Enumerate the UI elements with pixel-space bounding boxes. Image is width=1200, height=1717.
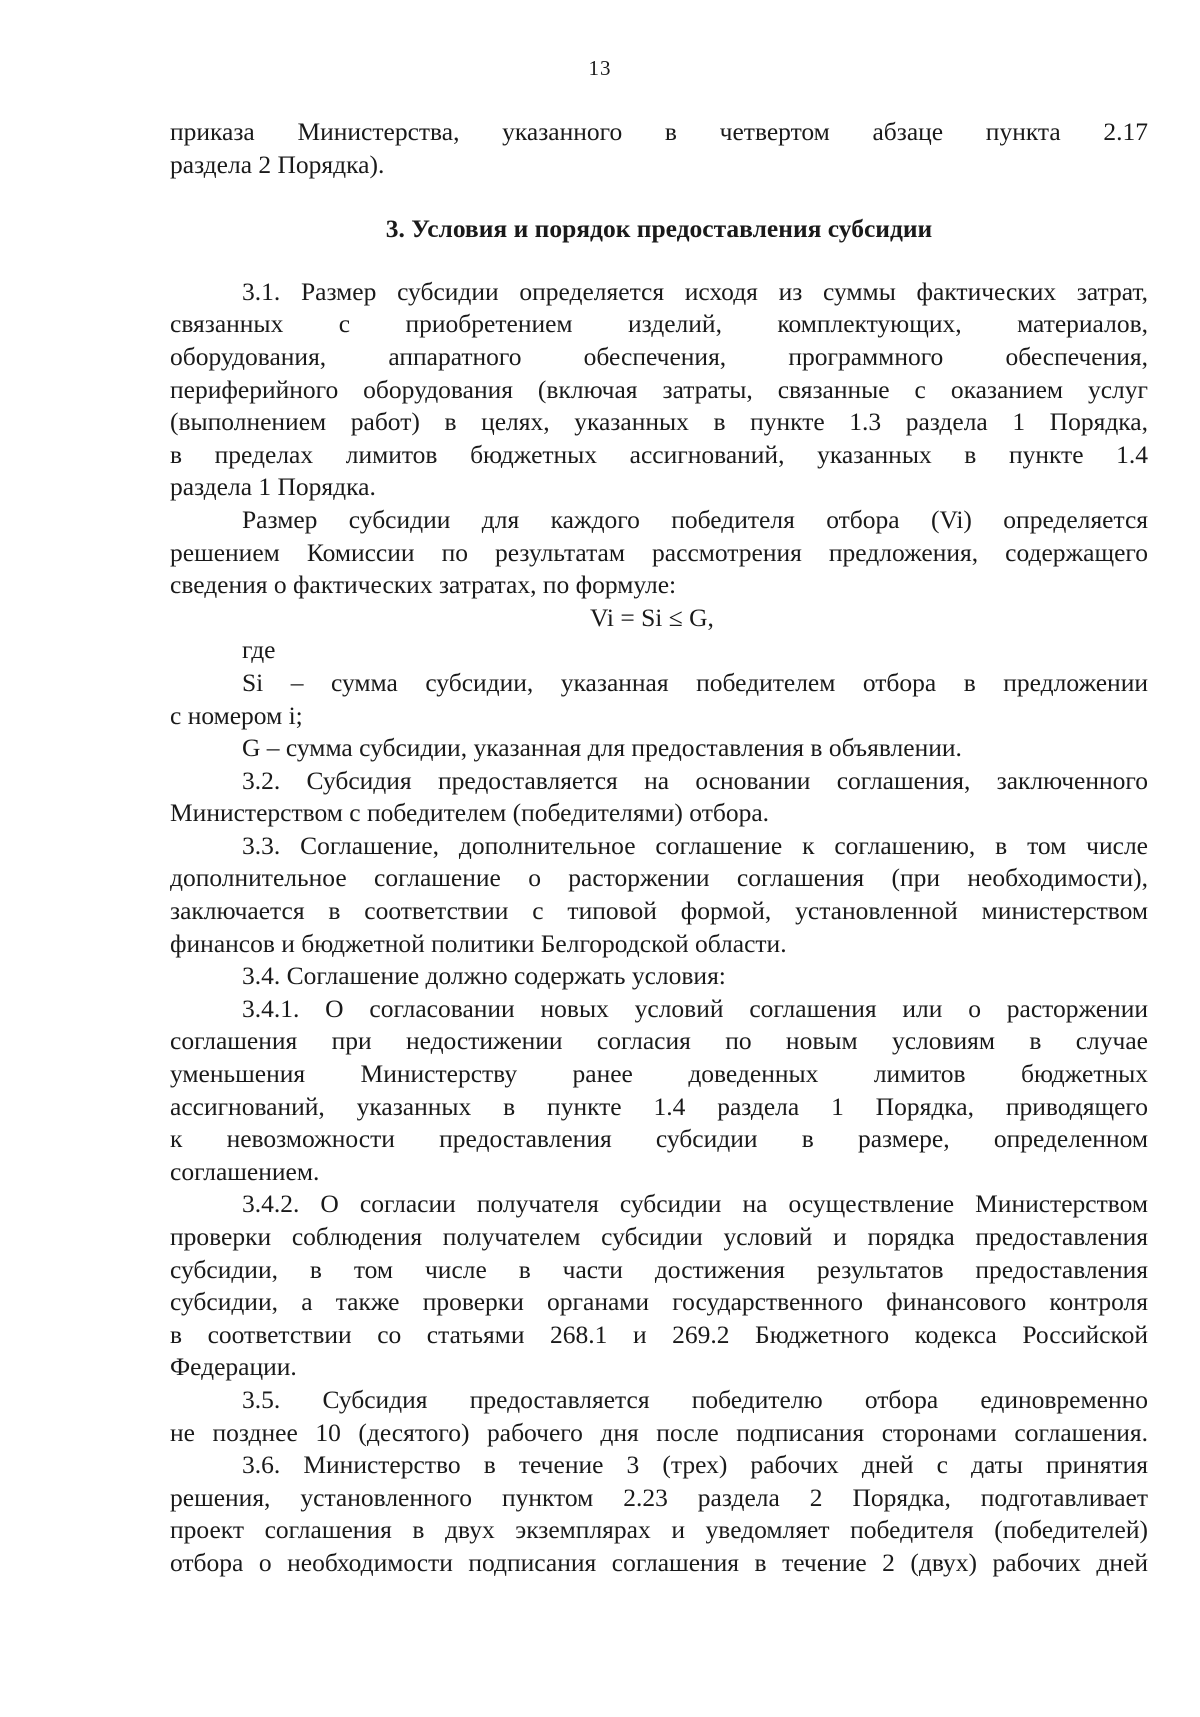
paragraph-3-1-line: (выполнением работ) в целях, указанных в пункте 1.3 раздела 1 Порядка,: [170, 407, 1148, 437]
paragraph-3-6-line: отбора о необходимости подписания соглашения в течение 2 (двух) рабочих дней: [170, 1547, 1148, 1577]
paragraph-3-4-2-line: субсидии, а также проверки органами государственного финансового контроля: [170, 1287, 1148, 1317]
paragraph-3-4-2-line: субсидии, в том числе в части достижения результатов предоставления: [170, 1254, 1148, 1284]
paragraph-3-4-1-line: 3.4.1. О согласовании новых условий соглашения или о расторжении: [242, 993, 1148, 1023]
page-number: 13: [588, 56, 612, 80]
paragraph-3-4: 3.4. Соглашение должно содержать условия:: [242, 961, 726, 991]
paragraph-3-4-1-line: к невозможности предоставления субсидии в размере, определенном: [170, 1124, 1148, 1154]
paragraph-3-1-line: 3.1. Размер субсидии определяется исходя из суммы фактических затрат,: [242, 276, 1148, 306]
paragraph-3-3-line: финансов и бюджетной политики Белгородской области.: [170, 928, 787, 958]
paragraph-size-line: сведения о фактических затратах, по формуле:: [170, 570, 677, 600]
where-label: где: [242, 635, 276, 665]
paragraph-3-4-2-line: 3.4.2. О согласии получателя субсидии на осуществление Министерством: [242, 1189, 1148, 1219]
paragraph-3-1-line: раздела 1 Порядка.: [170, 472, 376, 502]
paragraph-3-4-1-line: ассигнований, указанных в пункте 1.4 раздела 1 Порядка, приводящего: [170, 1091, 1148, 1121]
text-line: приказа Министерства, указанного в четвертом абзаце пункта 2.17: [170, 117, 1148, 146]
paragraph-3-4-2-line: проверки соблюдения получателем субсидии условий и порядка предоставления: [170, 1222, 1148, 1251]
paragraph-3-4-1-line: уменьшения Министерству ранее доведенных лимитов бюджетных: [170, 1059, 1148, 1089]
paragraph-3-2-line: 3.2. Субсидия предоставляется на основании соглашения, заключенного: [242, 765, 1148, 795]
paragraph-3-3-line: 3.3. Соглашение, дополнительное соглашение к соглашению, в том числе: [242, 830, 1148, 860]
paragraph-3-1-line: оборудования, аппаратного обеспечения, программного обеспечения,: [170, 341, 1148, 371]
paragraph-g: G – сумма субсидии, указанная для предоставления в объявлении.: [242, 733, 962, 763]
paragraph-3-6-line: 3.6. Министерство в течение 3 (трех) рабочих дней с даты принятия: [242, 1450, 1148, 1480]
paragraph-3-1-line: периферийного оборудования (включая затраты, связанные с оказанием услуг: [170, 374, 1148, 404]
paragraph-3-5-line: не позднее 10 (десятого) рабочего дня после подписания сторонами соглашения.: [170, 1417, 1148, 1447]
paragraph-3-3-line: заключается в соответствии с типовой формой, установленной министерством: [170, 896, 1148, 926]
paragraph-3-2-line: Министерством с победителем (победителями) отбора.: [170, 798, 770, 828]
paragraph-3-4-1-line: соглашения при недостижении согласия по новым условиям в случае: [170, 1026, 1148, 1056]
paragraph-3-4-2-line: в соответствии со статьями 268.1 и 269.2 Бюджетного кодекса Российской: [170, 1319, 1148, 1349]
document-body: [170, 116, 1148, 1580]
paragraph-3-3-line: дополнительное соглашение о расторжении соглашения (при необходимости),: [170, 863, 1148, 893]
paragraph-size-line: решением Комиссии по результатам рассмотрения предложения, содержащего: [170, 537, 1148, 567]
paragraph-3-1-line: связанных с приобретением изделий, комплектующих, материалов,: [170, 309, 1148, 339]
formula: Vi = Si ≤ G,: [590, 602, 714, 632]
paragraph-3-5-line: 3.5. Субсидия предоставляется победителю отбора единовременно: [242, 1384, 1148, 1414]
paragraph-size-line: Размер субсидии для каждого победителя отбора (Vi) определяется: [242, 504, 1148, 534]
section-heading: 3. Условия и порядок предоставления субсидии: [385, 214, 933, 244]
paragraph-si-line: Si – сумма субсидии, указанная победителем отбора в предложении: [242, 667, 1148, 697]
paragraph-3-6-line: проект соглашения в двух экземплярах и уведомляет победителя (победителей): [170, 1515, 1148, 1545]
paragraph-si-line: с номером i;: [170, 700, 303, 730]
text-line: раздела 2 Порядка).: [170, 149, 385, 179]
paragraph-3-4-2-line: Федерации.: [170, 1352, 297, 1382]
paragraph-3-6-line: решения, установленного пунктом 2.23 раздела 2 Порядка, подготавливает: [170, 1482, 1148, 1512]
paragraph-3-4-1-line: соглашением.: [170, 1156, 320, 1186]
paragraph-3-1-line: в пределах лимитов бюджетных ассигнований, указанных в пункте 1.4: [170, 439, 1148, 469]
